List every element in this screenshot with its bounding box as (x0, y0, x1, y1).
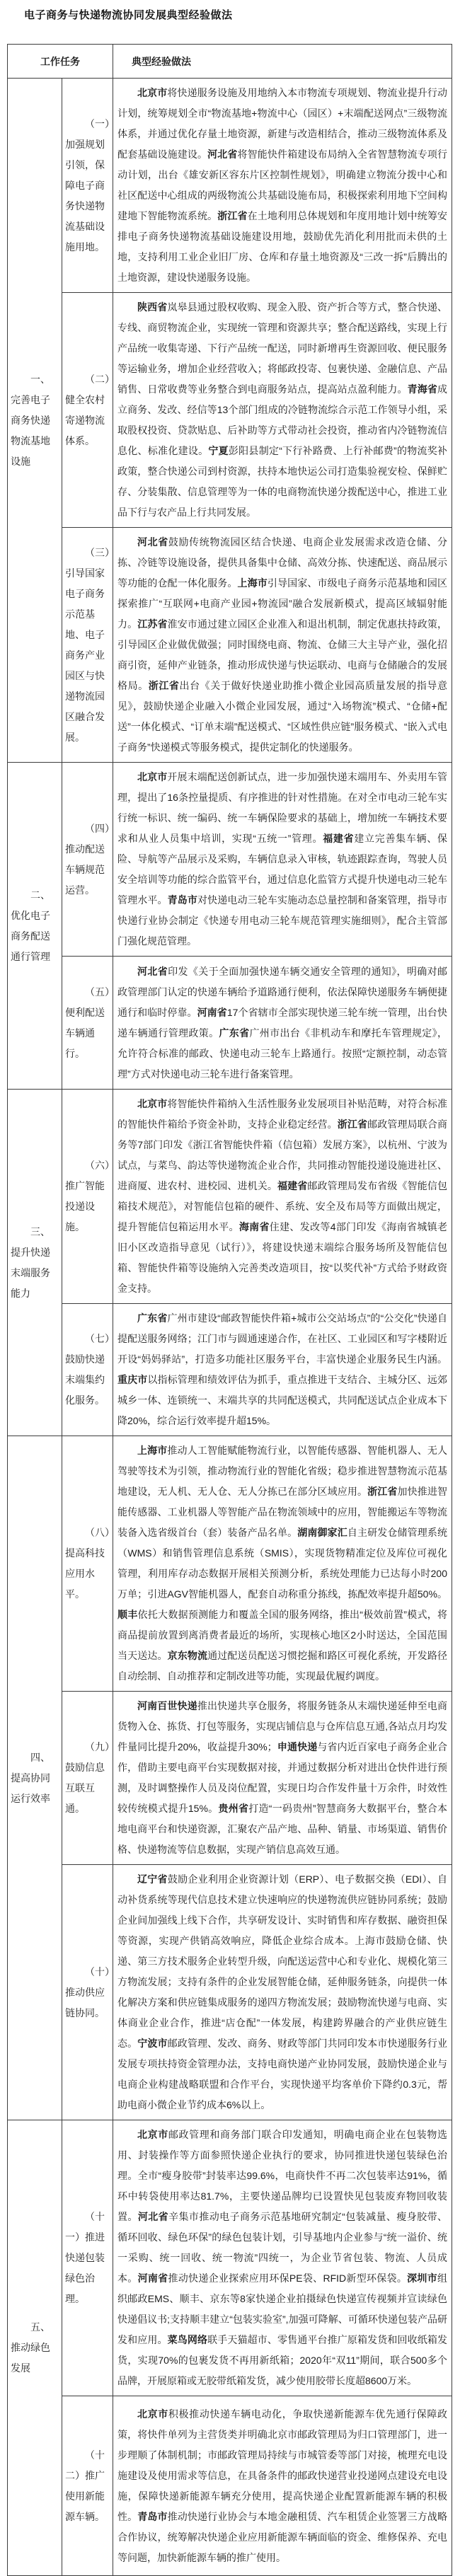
table-row (8, 79, 452, 293)
task-label: （三）引导国家电子商务示范基地、电子商务产业园区与快递物流园区融合发展。 (65, 546, 110, 743)
practice-text: 广东省广州市建设“邮政智能快件箱+城市公交站场点”的“公交化”快递自提配送服务网络；江门市与圆通速递合作，在社区、工业园区和写字楼附近开设“妈妈驿站”，打造多功能社区服务平台，丰富快递企业服务民生内涵。重庆市以指标管理和绩效评估为抓手，重点推进干支结合、主城分区、远郊城乡一体、连锁统一、末端共享的共同配送模式，共同配送试点企业成本下降20%，综合运行效率提升超15%。 (117, 1312, 448, 1426)
task-cell-1 (62, 79, 113, 293)
practice-cell-3 (113, 528, 452, 763)
practice-text: 上海市推动人工智能赋能物流行业，以智能传感器、智能机器人、无人驾驶等技术为引领，推动物流行业的智能化省级；稳步推进智慧物流示范基地建设，无人机、无人仓、无人分拣已在部分区域应用。浙江省加快推进智能传感器、工业机器人等智能产品在物流领域中的应用，智能搬运车等物流装备入选省级首台（套）装备产品名单。湖南御家汇自主研发仓储管理系统（WMS）和销售管理信息系统（SMIS），实现货物精准定位及库位可视化管理，利用库存动态数据开展相关预测分析，系统处理能力已达每小时200万单；引进AGV智能机器人，配套自动称重分拣线，拣配效率提升超50%。顺丰依托大数据预测能力和覆盖全国的服务网络，推出“极效前置”模式，将商品提前放置到离消费者最近的场所，实现核心地区2小时送达，全国范围当天送达。京东物流通过配送员配送习惯挖掘和路区可视化系统，开发路径自动绘制、自动推荐和定制改进等功能，实现最优履约调度。 (117, 1445, 448, 1682)
practice-cell-10 (113, 1865, 452, 2120)
practice-text: 河北省鼓励传统物流园区结合快递、电商企业发展需求改造仓储、分拣、冷链等设施设备，提供具备集中仓储、高效分拣、快速配送、商品展示等功能的仓配一体化服务。上海市引导国家、市级电子商务示范基地和园区探索推广“互联网+电商产业园+物流园”融合发展新模式，提高区域辐射能力。江苏省淮安市通过建立园区企业准入和退出机制，制定优惠扶持政策，引导园区企业做优做强；同时围绕电商、物流、仓储三大主导产业，强化招商引资，延伸产业链条，推动形成快递与快运联动、电商与仓储融合的发展格局。浙江省出台《关于做好快递业助推小微企业园高质量发展的指导意见》，鼓励快递企业融入小微企业园发展，通过“入场物流”模式、“仓储+配送”一体化模式、“订单末端”配送模式、“区域性供应链”服务模式、“嵌入式电子商务”快递模式等服务模式，提供定制化的快递服务。 (117, 536, 448, 753)
document-title: 电子商务与快递物流协同发展典型经验做法 (24, 9, 233, 21)
practice-text: 北京市邮政管理和商务部门联合印发通知，明确电商企业在包装物选用、封装操作等方面参照快递企业执行的要求，协同推进快递包装绿色治理。全市“瘦身胶带”封装率达99.6%，电商快件不再二次包装率达91%，循环中转袋使用率达81.7%，主要快递品牌均已设置快见包装废弃物回收装置。河北省辛集市推动电子商务示范基地研究制定“包装减量、瘦身胶带、循环回收、绿色环保”的绿色包装计划，引导基地内企业参与“统一溢价、统一采购、统一回收、统一物流”四统一，为企业节省包装、物流、人员成本。河南省推动快递企业探索应用环保PE袋、RFID新型环保袋。深圳市组织邮政EMS、顺丰、京东等8家快递企业拍摄绿色快递宣传视频并宣读绿色快递倡议书;支持顺丰建立“包装实验室”,加强可降解、可循环快递包装产品研发和应用。菜鸟网络联手天猫超市、零售通平台推广原箱发货和回收纸箱发货，实现70%的包裹发货不再用新纸箱；2020年“双11”期间，联合500多个品牌，开展原箱或无胶带纸箱发货，减少使用胶带长度超8600万米。 (117, 2129, 448, 2386)
task-cell-11 (62, 2120, 113, 2396)
experience-table (7, 44, 452, 2576)
category-label: 五、推动绿色发展 (11, 2321, 50, 2374)
task-cell-10 (62, 1865, 113, 2120)
task-cell-7 (62, 1304, 113, 1436)
practice-cell-1 (113, 79, 452, 293)
table-row (8, 957, 452, 1090)
practice-cell-9 (113, 1692, 452, 1865)
task-label: （四）推动配送车辆规范运营。 (65, 822, 110, 896)
category-cell-1 (8, 79, 62, 763)
category-label: 四、提高协同运行效率 (11, 1751, 50, 1804)
task-label: （七）鼓励快递末端集约化服务。 (65, 1333, 110, 1406)
practice-text: 河北省印发《关于全面加强快递车辆交通安全管理的通知》，明确对邮政管理部门认定的快递车辆给予道路通行便利，依法保障快递服务车辆便捷通行和临时停靠。河南省17个省辖市全部实现快递三轮车统一管理，出台快递车辆通行管理政策。广东省广州市出台《非机动车和摩托车管理规定》，允许符合标准的邮政、快递电动三轮车上路通行。按照“定额控制，动态管理”方式对快递电动三轮车进行备案管理。 (117, 965, 448, 1080)
category-label: 二、优化电子商务配送通行管理 (11, 889, 50, 962)
practice-text: 北京市积极推动快递车辆电动化，争取快递新能源车优先通行保障政策，将快件单列为主营货类并明确北京市邮政管理局为归口管理部门，进一步理顺了体制机制；市邮政管理局持续与市城管委等部门对接，梳理充电设施建设及使用需求等信息，在具备条件的邮政快递营业投递网点建设充电设施，保障快递新能源车辆充分使用，提高快递企业配置新能源车辆的积极性。青岛市推动快递行业协会与本地金融租赁、汽车租赁企业签署三方战略合作协议，统筹解决快递企业应用新能源车辆面临的资金、维修保养、充电等问题，加快新能源车辆的推广使用。 (117, 2408, 448, 2563)
task-cell-4 (62, 763, 113, 957)
task-label: （九）鼓励信息互联互通。 (65, 1741, 110, 1814)
category-label: 一、完善电子商务快递物流基地设施 (11, 373, 50, 467)
practice-cell-2 (113, 293, 452, 528)
task-cell-6 (62, 1090, 113, 1304)
practice-cell-12 (113, 2396, 452, 2576)
practice-cell-6 (113, 1090, 452, 1304)
task-label: （六）推广智能投递设施。 (65, 1160, 110, 1232)
practice-text: 辽宁省鼓励企业利用企业资源计划（ERP）、电子数据交换（EDI）、自动补货系统等现代信息技术建立快速响应的快递物流供应链协同系统；鼓励企业间加强线上线下合作，共享研发设计、实时销售和库存数据、融资担保等资源，实现产供销高效响应，降低企业综合成本。上海市鼓励仓储、快递、第三方技术服务企业转型升级，向配送运营中心和专业化、规模化第三方物流发展；支持有条件的企业发展智能仓储，延伸服务链条，向提供一体化解决方案和供应链集成服务的递四方物流发展；鼓励物流快递与电商、实体商业企业合作，推进“店仓配”一体发展，构建跨界融合的产业供应链生态。宁波市邮政管理、发改、商务、财政等部门共同印发本市快递服务行业发展专项扶持资金管理办法，支持电商快递产业协同发展，鼓励快递企业与电商企业构建战略联盟和合作平台，实现快递平均客单价下降约0.3元，帮助电商小微企业节约成本6%以上。 (117, 1873, 448, 2110)
table-row (8, 1692, 452, 1865)
practice-cell-7 (113, 1304, 452, 1436)
task-cell-9 (62, 1692, 113, 1865)
practice-text: 北京市将快递服务设施及用地纳入本市物流专项规划、物流业提升行动计划，统筹规划全市“物流基地+物流中心（园区）+末端配送网点”三级物流体系，并通过优化存量土地资源，新建与改造相结合，推动三级物流体系及配套基础设施建设。河北省将智能快件箱建设布局纳入全省智慧物流专项行动计划，出台《雄安新区容东片区控制性规划》，明确建立物流分拨中心和社区配送中心组成的两级物流公共基础设施布局，积极探索利用地下空间构建地下智能物流系统。浙江省在土地利用总体规划和年度用地计划中统筹安排电子商务快递物流基础设施建设用地，鼓励优先消化利用批而未供的土地，支持利用工业企业旧厂房、仓库和存量土地资源及“三改一拆”后腾出的土地资源，建设快递服务设施。 (117, 87, 448, 283)
table-row (8, 1090, 452, 1304)
task-label: （五）便利配送车辆通行。 (65, 986, 110, 1059)
task-cell-5 (62, 957, 113, 1090)
category-cell-3 (8, 1090, 62, 1436)
table-header-row (8, 45, 452, 79)
practice-text: 北京市将智能快件箱纳入生活性服务业发展项目补贴范畴，对符合标准的智能快件箱给予资金补助，支持企业稳定经营。浙江省邮政管理局联合商务等7部门印发《浙江省智能快件箱（信包箱）发展方案》，以杭州、宁波为试点，与菜鸟、韵达等快递物流企业合作，共同推动智能投递设施进社区、进商厦、进农村、进校园、进机关。福建省邮政管理局发布省级《智能信包箱技术规范》，对智能信包箱的硬件、系统、安全及布局等方面做出规定，提升智能信包箱运用水平。海南省住建、发改等4部门印发《海南省城镇老旧小区改造指导意见（试行）》，将建设快递末端综合服务场所及智能信包箱、智能快件箱等设施纳入完善类改造项目，按“以奖代补”方式给予财政资金支持。 (117, 1098, 448, 1294)
category-cell-4 (8, 1436, 62, 2120)
table-row (8, 763, 452, 957)
practice-text: 陕西省岚皋县通过股权收购、现金入股、资产折合等方式，整合快递、专线、商贸物流企业，实现统一管理和资源共享；整合配送路线，实现上行产品统一收集寄递、下行产品统一配送，同时新增再生资源回收、便民服务等运输业务，增加企业经营收入；将邮政投寄、包裹快递、金融信息、产品销售、日常收费等业务整合到电商服务站点，提高站点盈利能力。青海省成立商务、发改、经信等13个部门组成的冷链物流综合示范工作领导小组，采取股权投资、贷款贴息、后补助等方式带动社会投资，推动省内冷链物流信息化、标准化建设。宁夏彭阳县制定“下行补路费、上行补邮费”的物流奖补政策，整合快递公司到村资源，扶持本地快运公司打造集验视安检、保鲜贮存、分装集散、信息管理等为一体的电商物流快递分拨配送中心，推进工业品下行与农产品上行共同发展。 (117, 301, 448, 518)
table-row (8, 293, 452, 528)
table-row (8, 1865, 452, 2120)
table-row (8, 528, 452, 763)
task-cell-3 (62, 528, 113, 763)
column-header-task: 工作任务 (8, 45, 113, 79)
task-label: （十一）推进快递包装绿色治理。 (65, 2211, 105, 2304)
column-header-practice: 典型经验做法 (113, 45, 452, 79)
task-cell-12 (62, 2396, 113, 2576)
practice-cell-8 (113, 1436, 452, 1692)
task-cell-8 (62, 1436, 113, 1692)
practice-text: 河南百世快递推出快递共享仓服务，将服务链条从末端快递延伸至电商货物入仓、拣货、打包等服务，实现店铺信息与仓库信息互通,各站点月均发件量同比提升20%，收益提升30%；申通快递与省内近百家电子商务企业合作，借助主要电商平台实现数据对接，并通过数据分析对进出仓快件进行预测，及时调整操作人员及岗位配置，实现日均合作发件量十万余件，时效性较传统模式提升15%。贵州省打造“一码贵州”智慧商务大数据平台，整合本地电商平台和快递资源，汇聚农产品产地、品种、销量、市场渠道、销售价格、快递物流等信息数据，实现产销信息高效互通。 (117, 1700, 448, 1855)
task-label: （十）推动供应链协同。 (65, 1965, 110, 2018)
category-cell-2 (8, 763, 62, 1090)
practice-cell-5 (113, 957, 452, 1090)
practice-text: 北京市开展末端配送创新试点，进一步加强快递末端用车、外卖用车管理，提出了16条控量提质、有序推进的针对性措施。在对全市电动三轮车实行统一标识、统一编码、统一车辆保险要求的基础上，增加统一车辆技术要求和从业人员集中培训，实现“五统一”管理。福建省建立完善集车辆、保险、导航等产品展示及采购，车辆信息录入审核，轨迹跟踪查询，驾驶人员安全培训等功能的综合监管平台，通过信息化监管方式提升快递电动三轮车管理水平。青岛市对快递电动三轮车实施动态总量控制和备案管理，指导市快递行业协会制定《快递专用电动三轮车规范管理实施细则》，配合主管部门强化规范管理。 (117, 771, 448, 947)
category-label: 三、提升快递末端服务能力 (11, 1225, 50, 1299)
category-cell-5 (8, 2120, 62, 2576)
task-label: （一）加强规划引领，保障电子商务快递物流基础设施用地。 (65, 117, 110, 253)
practice-cell-11 (113, 2120, 452, 2396)
table-row (8, 2120, 452, 2396)
task-cell-2 (62, 293, 113, 528)
task-label: （二）健全农村寄递物流体系。 (65, 373, 110, 446)
table-row (8, 1304, 452, 1436)
table-row (8, 1436, 452, 1692)
task-label: （八）提高科技应用水平。 (65, 1527, 110, 1600)
table-row (8, 2396, 452, 2576)
task-label: （十二）推广使用新能源车辆。 (65, 2449, 105, 2522)
practice-cell-4 (113, 763, 452, 957)
